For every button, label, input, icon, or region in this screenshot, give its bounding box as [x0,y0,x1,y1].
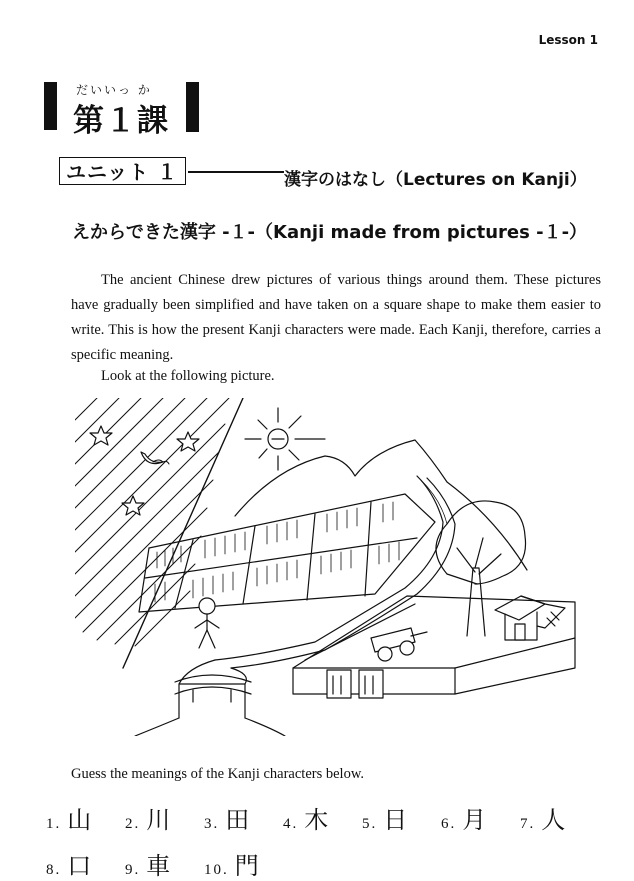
kanji-character: 木 [304,808,329,834]
kanji-item [125,846,170,881]
mountains [235,440,527,570]
kanji-number: 5. [362,816,378,832]
kanji-item [441,800,486,835]
kanji-number: 7. [520,816,536,832]
kanji-number: 3. [204,816,220,832]
tree [436,501,526,636]
kanji-character: 田 [225,808,250,834]
intro-paragraph: The ancient Chinese drew pictures of various things around them. These pictures have gradually been simplified and have taken on a square shape to make them easier to write. This is how the present Kanji characters were made. Each Kanji, therefore, carries a specific meaning. [71,272,601,363]
kanji-character: 車 [146,854,171,880]
unit-topic: 漢字のはなし（Lectures on Kanji） [284,170,587,190]
kanji-number: 6. [441,816,457,832]
kanji-character: 月 [462,808,487,834]
sun-icon [245,408,325,470]
kanji-number: 2. [125,816,141,832]
kanji-character: 山 [67,808,92,834]
kanji-number: 4. [283,816,299,832]
cart [371,628,427,661]
exercise-prompt: Guess the meanings of the Kanji characters below. [71,766,364,782]
kanji-number: 1. [46,816,62,832]
title-bar-left [44,82,57,130]
kanji-item [125,800,170,835]
river [135,476,455,736]
kanji-item [362,800,407,835]
kanji-character: 人 [541,808,566,834]
landscape-illustration [75,398,590,736]
kanji-character: 口 [67,854,92,880]
lesson-label: Lesson 1 [538,33,598,47]
kanji-item [204,846,259,881]
kanji-character: 川 [146,808,171,834]
section-subtitle: えからできた漢字 -１-（Kanji made from pictures -１-） [72,222,588,243]
kanji-item [520,800,565,835]
star-icon [90,426,199,515]
house [495,596,565,640]
kanji-number: 10. [204,862,229,878]
crescent-moon-icon [141,452,163,464]
title-ruby: だいいっ か [76,83,152,97]
unit-box: ユニット １ [59,157,186,185]
kanji-item [46,800,91,835]
kanji-item [283,800,328,835]
kanji-item [46,846,91,881]
kanji-item [204,800,249,835]
kanji-number: 8. [46,862,62,878]
kanji-character: 日 [383,808,408,834]
lesson-title: 第１課 [73,103,169,139]
title-bar-right [186,82,199,132]
kanji-character: 門 [234,854,259,880]
bridge [175,675,251,702]
unit-connector-line [188,171,284,173]
person-figure [195,598,219,648]
look-prompt: Look at the following picture. [101,368,275,384]
kanji-number: 9. [125,862,141,878]
